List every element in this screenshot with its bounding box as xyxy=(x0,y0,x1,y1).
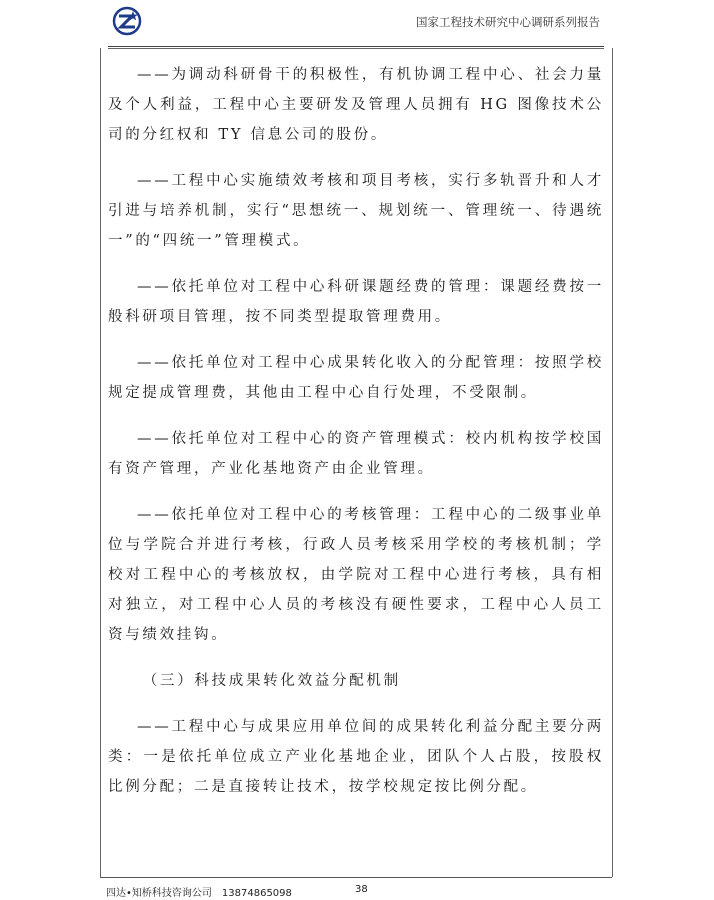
page-border-right xyxy=(612,48,613,877)
paragraph: ——依托单位对工程中心的资产管理模式：校内机构按学校国有资产管理，产业化基地资产由企业管理。 xyxy=(108,431,604,477)
footer-rule xyxy=(100,877,612,878)
paragraph: ——依托单位对工程中心的考核管理：工程中心的二级事业单位与学院合并进行考核，行政人员考核采用学校的考核机制；学校对工程中心的考核放权，由学院对工程中心进行考核，具有相对独立，对工程中心人员的考核没有硬性要求，工程中心人员工资与绩效挂钩。 xyxy=(108,507,604,643)
paragraph: ——依托单位对工程中心成果转化收入的分配管理：按照学校规定提成管理费，其他由工程中心自行处理，不受限制。 xyxy=(108,355,604,401)
company-logo-icon xyxy=(112,6,142,36)
page-number: 38 xyxy=(355,884,368,895)
paragraph: ——为调动科研骨干的积极性，有机协调工程中心、社会力量及个人利益，工程中心主要研发及管理人员拥有 HG 图像技术公司的分红权和 TY 信息公司的股份。 xyxy=(108,67,604,143)
paragraph: ——依托单位对工程中心科研课题经费的管理：课题经费按一般科研项目管理，按不同类型提取管理费用。 xyxy=(108,279,604,325)
footer-company: 四达•知桥科技咨询公司 xyxy=(106,888,212,899)
document-body xyxy=(108,60,604,818)
report-series-title: 国家工程技术研究中心调研系列报告 xyxy=(416,15,600,29)
paragraph: ——工程中心与成果应用单位间的成果转化利益分配主要分两类：一是依托单位成立产业化基地企业，团队个人占股，按股权比例分配；二是直接转让技术，按学校规定按比例分配。 xyxy=(108,719,604,795)
header-rule-thin xyxy=(108,48,604,49)
paragraph: ——工程中心实施绩效考核和项目考核，实行多轨晋升和人才引进与培养机制，实行“思想统一、规划统一、管理统一、待遇统一”的“四统一”管理模式。 xyxy=(108,173,604,249)
header-rule xyxy=(108,46,604,47)
page-border-left xyxy=(100,48,101,877)
footer-phone: 13874865098 xyxy=(221,888,292,899)
section-heading: （三）科技成果转化效益分配机制 xyxy=(142,673,401,689)
footer xyxy=(106,884,292,899)
